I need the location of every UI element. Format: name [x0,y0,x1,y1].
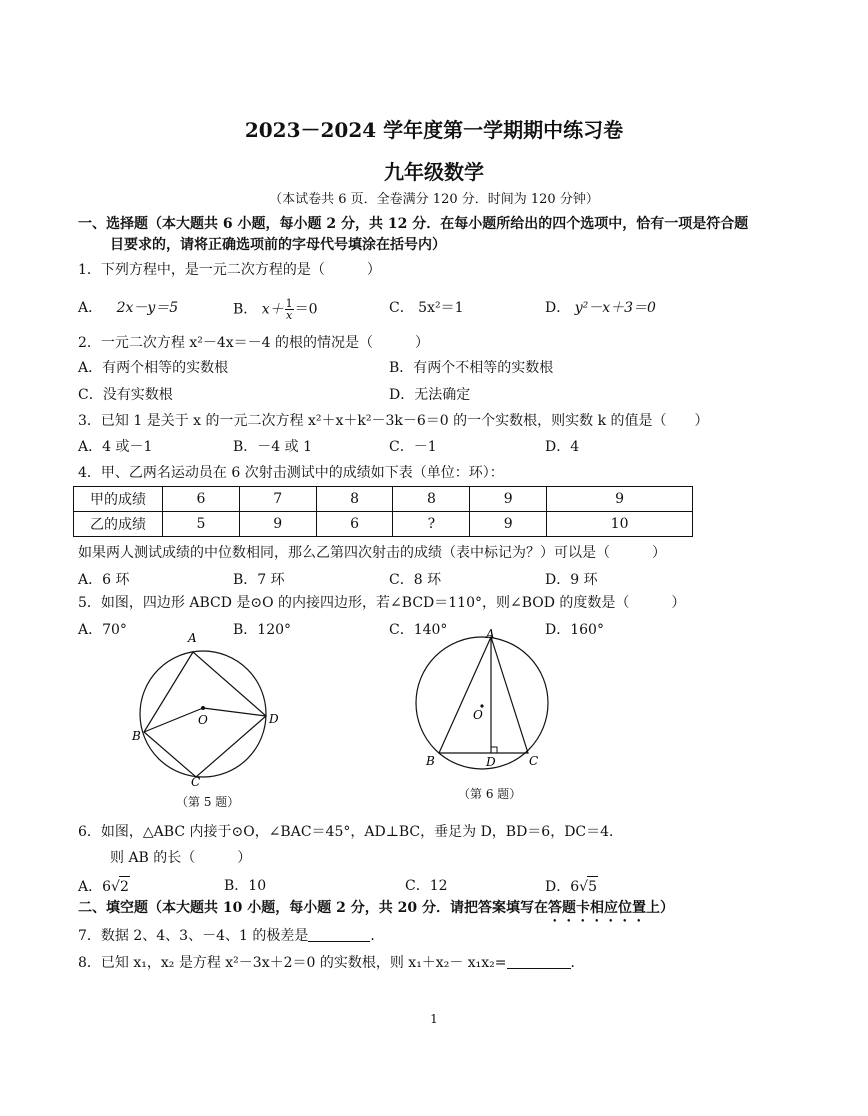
section2-heading [78,898,674,925]
q6-label-o: O [473,708,483,722]
q6-option-a [78,876,130,897]
table-cell: 8 [393,487,470,512]
exam-title: 2023－2024 学年度第一学期期中练习卷 [244,118,624,142]
q5-label-b: B [132,729,141,743]
table-cell: 9 [239,512,316,537]
q8-end: ． [570,955,585,971]
q1-a-text: 2x－y＝5 [116,300,179,316]
q6-option-d [545,876,598,897]
q1-d-text: y²－x＋3＝0 [574,300,656,316]
q6-stem-line1: 6．如图，△ABC 内接于⊙O，∠BAC＝45°，AD⊥BC，垂足为 D，BD＝6，DC＝4． [78,824,624,840]
q1-a-label: A． [78,300,103,316]
q7-answer-blank[interactable] [308,927,370,942]
q1-b-den: x [286,309,293,322]
table-cell: 9 [470,512,547,537]
radical-sign: √ [579,879,589,895]
q3-option-d: D．4 [545,439,580,455]
q3-option-c: C．－1 [389,439,437,455]
table-cell: 9 [470,487,547,512]
q5-option-b: B．120° [233,622,292,638]
q5-figure [120,628,290,793]
q5-label-d: D [269,712,279,726]
q2-option-d: D．无法确定 [389,387,471,403]
q1-c-label: C． [389,300,414,316]
q7-text: 7．数据 2、4、3、－4、1 的极差是 [78,928,309,944]
q6-figure [408,626,568,774]
q5-option-c: C．140° [389,622,448,638]
section1-heading-line1: 一、选择题（本大题共 6 小题，每小题 2 分，共 12 分．在每小题所给出的四个选项中，恰有一项是符合题 [78,216,749,232]
q5-option-d: D．160° [545,622,604,638]
q1-b-fraction [285,298,294,321]
q8-answer-blank[interactable] [507,954,571,969]
q1-c-text: 5x²＝1 [418,300,464,316]
q3-option-b: B．－4 或 1 [233,439,313,455]
table-cell: 8 [316,487,393,512]
q3-stem: 3．已知 1 是关于 x 的一元二次方程 x²＋x＋k²－3k－6＝0 的一个实数根，则实数 k 的值是（ ） [78,413,709,429]
q1-stem: 1．下列方程中，是一元二次方程的是（ ） [78,262,381,278]
q4-option-a: A．6 环 [78,572,130,588]
q1-b-label: B． [233,301,258,318]
table-cell: ? [393,512,470,537]
q8-line [78,953,585,973]
q6-stem-line2: 则 AB 的长（ ） [110,850,252,866]
table-cell: 6 [316,512,393,537]
q1-option-c [389,298,464,318]
q5-segment-od [203,708,266,716]
q6-d-pre: D．6 [545,879,580,895]
q1-option-a [78,298,178,318]
q6-label-c: C [529,754,539,768]
q5-caption: （第 5 题） [176,795,240,809]
q4-option-b: B．7 环 [233,572,285,588]
q2-option-a: A．有两个相等的实数根 [78,360,229,376]
table-row [74,512,693,537]
q5-label-o: O [198,713,208,727]
q5-center-dot [201,706,205,710]
q4-option-d: D．9 环 [545,572,598,588]
q5-option-a: A．70° [78,622,127,638]
table-cell: 6 [163,487,240,512]
q4-stem: 4．甲、乙两名运动员在 6 次射击测试中的成绩如下表（单位：环）： [78,465,504,481]
q7-line [78,926,384,946]
q5-label-c: C [191,775,201,789]
exam-note: （本试卷共 6 页．全卷满分 120 分．时间为 120 分钟） [269,192,599,207]
q6-d-radicand: 5 [587,876,598,897]
q6-label-a: A [486,627,495,641]
q6-label-d: D [486,755,496,769]
exam-subtitle: 九年级数学 [384,160,484,184]
q1-b-pre: x＋ [261,301,284,318]
q6-label-b: B [426,754,435,768]
page-number: 1 [430,1012,438,1026]
q4-option-c: C．8 环 [389,572,442,588]
q5-stem: 5．如图，四边形 ABCD 是⊙O 的内接四边形，若∠BCD＝110°，则∠BOD 的度数是（ ） [78,595,686,611]
q6-a-pre: A．6 [78,879,112,895]
q4-follow: 如果两人测试成绩的中位数相同，那么乙第四次射击的成绩（表中标记为？）可以是（ ） [78,545,666,561]
q6-a-radicand: 2 [119,876,130,897]
q1-option-d [545,298,656,318]
table-cell: 5 [163,512,240,537]
q2-option-b: B．有两个不相等的实数根 [389,360,554,376]
q1-b-num: 1 [285,297,293,310]
q5-label-a: A [188,631,197,645]
section2-heading-emphasis: 答题卡相应位置 [547,900,646,916]
q4-score-table [73,486,693,537]
q3-option-a: A．4 或－1 [78,439,153,455]
table-cell: 9 [547,487,693,512]
table-cell: 7 [239,487,316,512]
section2-heading-post: 上） [645,900,674,916]
q6-triangle [439,637,528,753]
section1-heading-line2: 目要求的，请将正确选项前的字母代号填涂在括号内） [110,237,446,253]
table-row-label: 甲的成绩 [74,487,163,512]
q2-stem: 2．一元二次方程 x²－4x＝－4 的根的情况是（ ） [78,335,430,351]
table-row [74,487,693,512]
q6-caption: （第 6 题） [458,787,522,801]
q6-option-b: B．10 [224,878,267,894]
table-row-label: 乙的成绩 [74,512,163,537]
q7-end: ． [370,928,385,944]
radical-sign: √ [111,879,120,895]
q1-b-post: ＝0 [294,301,318,318]
q6-option-c: C．12 [405,878,448,894]
q6-right-angle [491,747,497,753]
q1-d-label: D． [545,300,571,316]
q8-text: 8．已知 x₁，x₂ 是方程 x²－3x＋2＝0 的实数根，则 x₁＋x₂－ x₁x₂= [78,955,507,971]
table-cell: 10 [547,512,693,537]
q5-segment-ob [144,708,203,732]
q2-option-c: C．没有实数根 [78,387,173,403]
q1-option-b [233,298,318,321]
section2-heading-pre: 二、填空题（本大题共 10 小题，每小题 2 分，共 20 分．请把答案填写在 [78,900,548,916]
